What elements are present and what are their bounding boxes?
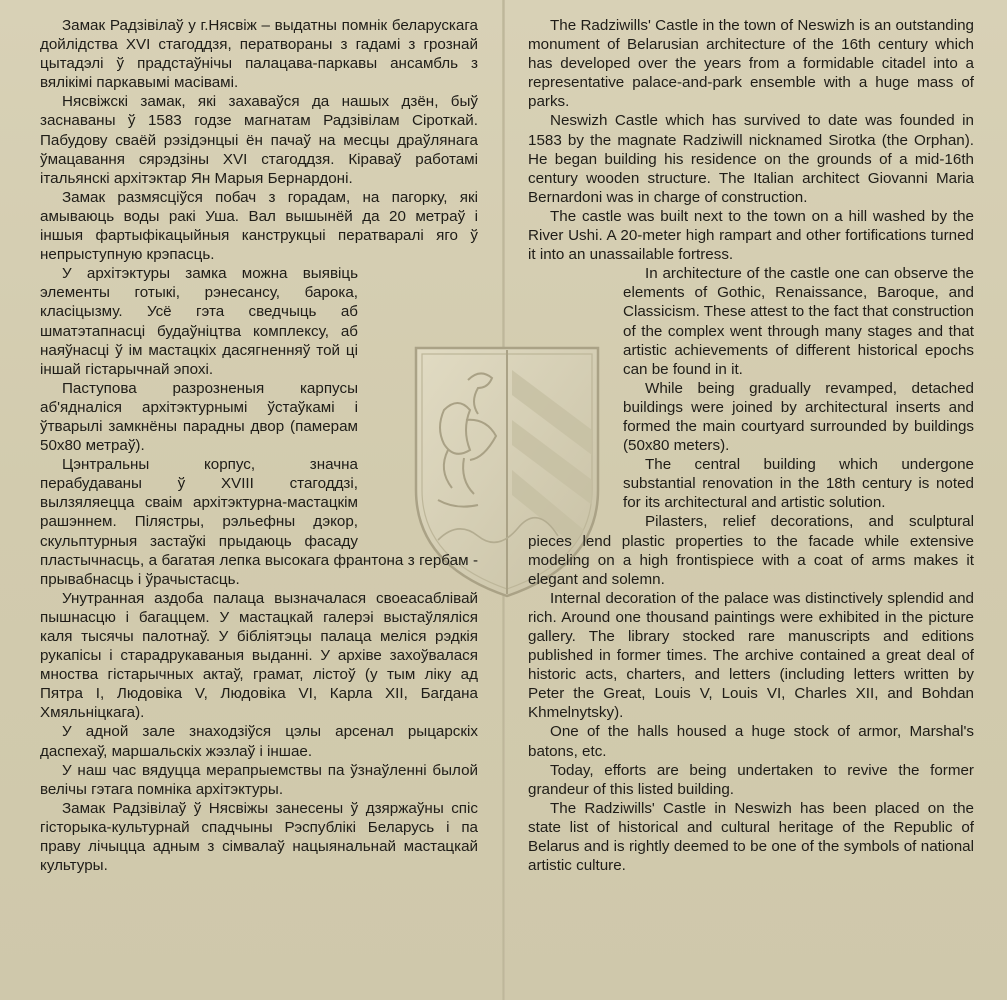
left-paragraph-5: Паступова разрозненыя карпусы аб'ядналіся архітэктурнымі ўстаўкамі і ўтварылі замкнёны парадны двор (памерам 50х80 метраў). (40, 379, 358, 455)
shield-spacer-left (358, 278, 478, 548)
right-paragraph-2: Neswizh Castle which has survived to date was founded in 1583 by the magnate Radziwill nicknamed Sirotka (the Orphan). He began building his residence on the grounds of a mid-16th century wooden structure. The Italian architect Giovanni Maria Bernardoni was in charge of construction. (528, 112, 974, 206)
right-paragraph-8: Internal decoration of the palace was distinctively splendid and rich. Around one thousand paintings were exhibited in the picture gallery. The library stocked rare manuscripts and editions published in former times. The archive contained a great deal of historic acts, charters, and letters (including letters written by Peter the Great, Louis V, Louis VI, Charles XII, and Bohdan Khmelnytsky). (528, 589, 974, 722)
belarusian-text-column (40, 16, 478, 875)
right-paragraph-3: The castle was built next to the town on a hill washed by the River Ushi. A 20-meter high rampart and other fortifications turned it into an unassailable fortress. (528, 207, 974, 264)
right-paragraph-9: One of the halls housed a huge stock of armor, Marshal's batons, etc. (528, 723, 974, 760)
right-paragraph-11: The Radziwills' Castle in Neswizh has been placed on the state list of historical and cultural heritage of the Republic of Belarus and is rightly deemed to be one of the symbols of national artistic culture. (528, 799, 974, 875)
right-paragraph-6: The central building which undergone substantial renovation in the 18th century is noted for its architectural and artistic solution. (623, 456, 974, 512)
right-paragraph-4: In architecture of the castle one can observe the elements of Gothic, Renaissance, Baroque, and Classicism. These attest to the fact that construction of the complex went through many stages and that artistic achievements of different historical epochs can be found in it. (623, 265, 974, 378)
left-paragraph-1: Замак Радзівілаў у г.Нясвіж – выдатны помнік беларускага дойлідства XVI стагоддзя, ператвораны з гадамі з грознай цытадэлі ў прадстаўнічы палацава-паркавы ансамбль з вялікімі паркавымі масівамі. (40, 17, 478, 92)
left-paragraph-10: Замак Радзівілаў ў Нясвіжы занесены ў дзяржаўны спіс гісторыка-культурнай спадчыны Рэспублікі Беларусь і па праву лічыцца адным з сімвалаў нацыянальнай мастацкай культуры. (40, 799, 478, 875)
left-paragraph-8: У адной зале знаходзіўся цэлы арсенал рыцарскіх даспехаў, маршальскіх жэзлаў і іншае. (40, 723, 478, 760)
left-paragraph-7: Унутранная аздоба палаца вызначалася своеасаблівай пышнасцю і багаццем. У мастацкай галерэі выстаўляліся каля тысячы палотнаў. У бібліятэцы палаца меліся рэдкія рукапісы і старадрукаваныя выданні. У архіве захоўвалася мноства гістарычных актаў, грамат, лістоў (у тым ліку ад Пятра I, Людовіка V, Людовіка VI, Карла XII, Багдана Хмяльніцкага). (40, 589, 478, 722)
right-paragraph-1: The Radziwills' Castle in the town of Neswizh is an outstanding monument of Belarusian architecture of the 16th century which has developed over the years from a formidable citadel into a representative palace-and-park ensemble with a huge mass of parks. (528, 17, 974, 111)
left-paragraph-6: Цэнтральны корпус, значна перабудаваны ў XVIII стагоддзі, вылзяляецца сваім архітэктурна-мастацкім рашэннем. Пілястры, рэльефны дэкор, скульптурныя застаўкі прыдаюць фасаду пластычнасць, а багатая лепка высокага франтона з гербам - прывабнасць і ўрачыстасць. (40, 456, 478, 588)
right-paragraph-5: While being gradually revamped, detached buildings were joined by architectural inserts and formed the main courtyard surrounded by buildings (50x80 meters). (623, 379, 974, 455)
right-paragraph-7: Pilasters, relief decorations, and sculptural pieces lend plastic properties to the facade while extensive modeling on a high frontispiece with a coat of arms makes it elegant and solemn. (528, 513, 974, 588)
english-text-column (528, 16, 974, 875)
left-paragraph-9: У наш час вядуцца мерапрыемствы па ўзнаўленні былой велічы гэтага помніка архітэктуры. (40, 761, 478, 798)
left-paragraph-4: У архітэктуры замка можна выявіць элементы готыкі, рэнесансу, барока, класіцызму. Усё гэта сведчыць аб шматэтапнасці будаўніцтва комплексу, аб наяўнасці ў ім мастацкіх дасягненняў той ці іншай гістарычнай эпохі. (40, 265, 358, 378)
left-paragraph-3: Замак размясціўся побач з горадам, на пагорку, які амываюць воды ракі Уша. Вал вышынёй да 20 метраў і іншыя фартыфікацыйныя канструкцыі ператваралі яго ў непрыступную крэпасць. (40, 188, 478, 264)
shield-spacer-right (528, 283, 623, 518)
left-paragraph-2: Нясвіжскі замак, які захаваўся да нашых дзён, быў заснаваны ў 1583 годзе магнатам Радзівілам Сіроткай. Пабудову сваёй рэзідэнцыі ён пачаў на месцы драўлянага ўмацавання сярэдзіны XVI стагоддзя. Кіраваў работамі італьянскі архітэктар Ян Марыя Бернардоні. (40, 93, 478, 187)
right-paragraph-10: Today, efforts are being undertaken to revive the former grandeur of this listed building. (528, 761, 974, 798)
